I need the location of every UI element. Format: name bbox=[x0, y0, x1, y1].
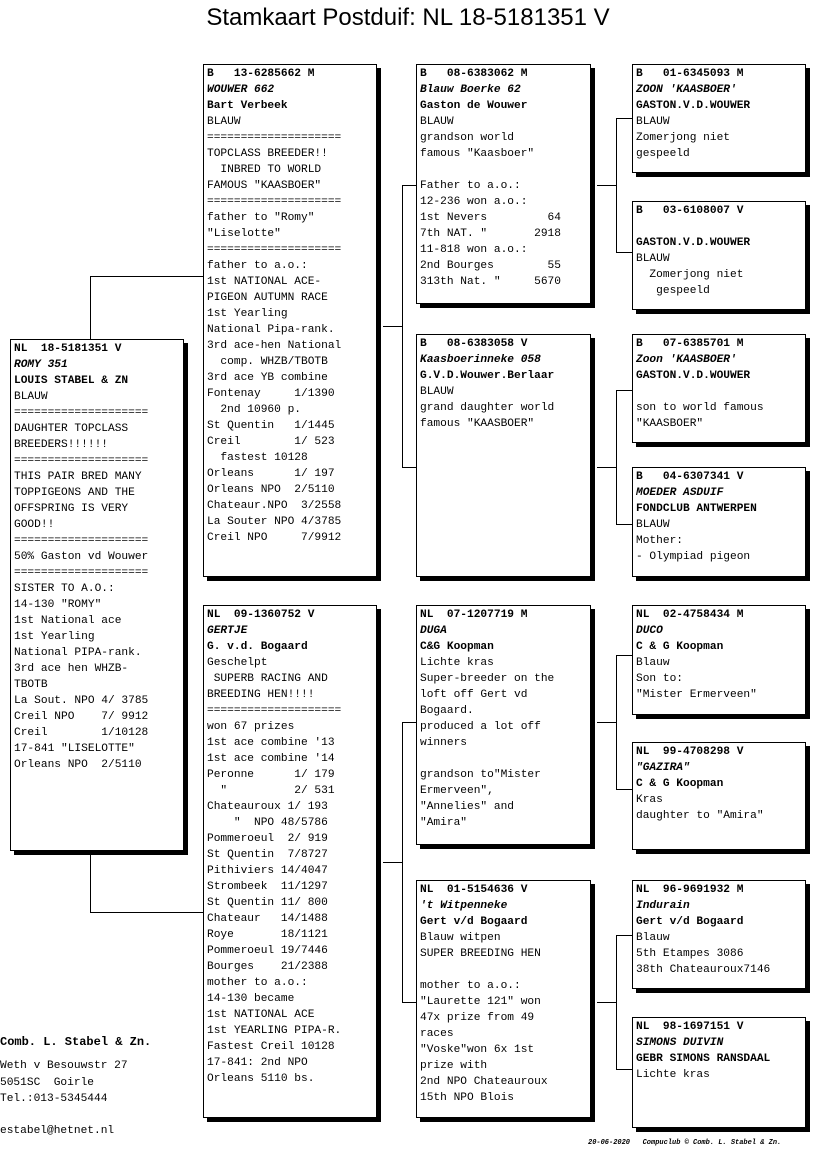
connector-line bbox=[90, 850, 91, 912]
card-line: Blauw bbox=[636, 932, 670, 944]
pigeon-name: SIMONS DUIVIN bbox=[636, 1037, 724, 1049]
card-line: fastest 10128 bbox=[207, 452, 308, 464]
connector-line bbox=[616, 390, 617, 525]
card-line: grandson world bbox=[420, 132, 514, 144]
card-line: Kras bbox=[636, 794, 663, 806]
card-line: 47x prize from 49 bbox=[420, 1012, 535, 1024]
card-line: 313th Nat. " 5670 bbox=[420, 276, 561, 288]
card-line: Creil NPO 7/ 9912 bbox=[14, 711, 149, 723]
card-line bbox=[420, 162, 587, 178]
pigeon-owner: G.V.D.Wouwer.Berlaar bbox=[420, 370, 555, 382]
card-line: 17-841: 2nd NPO bbox=[207, 1057, 308, 1069]
card-line: Super-breeder on the bbox=[420, 673, 555, 685]
connector-line bbox=[402, 1002, 417, 1003]
card-line: 1st ace combine '14 bbox=[207, 753, 335, 765]
card-line: National Pipa-rank. bbox=[207, 324, 335, 336]
breeder-name: Comb. L. Stabel & Zn. bbox=[0, 1035, 152, 1049]
connector-line bbox=[597, 1002, 617, 1003]
card-line: "KAASBOER" bbox=[636, 418, 704, 430]
card-line: La Souter NPO 4/3785 bbox=[207, 516, 342, 528]
card-line: loft off Gert vd bbox=[420, 689, 528, 701]
card-line: 2nd Bourges 55 bbox=[420, 260, 561, 272]
card-line: St Quentin 11/ 800 bbox=[207, 897, 328, 909]
pigeon-card-fm bbox=[416, 334, 591, 577]
connector-line bbox=[616, 935, 617, 1070]
card-line: "Laurette 121" won bbox=[420, 996, 541, 1008]
connector-line bbox=[597, 467, 617, 468]
card-line: SUPER BREEDING HEN bbox=[420, 948, 541, 960]
card-line: "Mister Ermerveen" bbox=[636, 689, 757, 701]
card-line: Lichte kras bbox=[636, 1069, 710, 1081]
pigeon-name: ROMY 351 bbox=[14, 359, 68, 371]
connector-line bbox=[90, 912, 204, 913]
connector-line bbox=[616, 655, 617, 790]
card-line: Strombeek 11/1297 bbox=[207, 881, 328, 893]
pigeon-card-mmf bbox=[632, 880, 806, 989]
connector-line bbox=[616, 1069, 632, 1070]
breeder-city: 5051SC Goirle bbox=[0, 1077, 94, 1089]
ring-number: B 01-6345093 M bbox=[636, 68, 744, 80]
card-line: "Voske"won 6x 1st bbox=[420, 1044, 535, 1056]
card-line: BLAUW bbox=[207, 116, 241, 128]
card-line: winners bbox=[420, 737, 467, 749]
card-line: 11-818 won a.o.: bbox=[420, 244, 528, 256]
card-line: 38th Chateauroux7146 bbox=[636, 964, 771, 976]
connector-line bbox=[616, 390, 632, 391]
card-line: Blauw bbox=[636, 657, 670, 669]
pigeon-card-subject bbox=[10, 339, 184, 851]
card-line: National PIPA-rank. bbox=[14, 647, 142, 659]
pigeon-card-mmm bbox=[632, 1017, 806, 1128]
pigeon-card-fmf bbox=[632, 334, 806, 443]
connector-line bbox=[616, 655, 632, 656]
card-line: "Annelies" and bbox=[420, 801, 514, 813]
card-line: Zomerjong niet bbox=[636, 269, 744, 281]
connector-line bbox=[402, 185, 417, 186]
connector-line bbox=[616, 524, 632, 525]
card-line: Bourges 21/2388 bbox=[207, 961, 328, 973]
connector-line bbox=[402, 722, 417, 723]
card-line: 5th Etampes 3086 bbox=[636, 948, 744, 960]
connector-line bbox=[402, 722, 403, 1003]
ring-number: B 08-6383058 V bbox=[420, 338, 528, 350]
card-line: 1st NATIONAL ACE- bbox=[207, 276, 322, 288]
card-line: Pommeroeul 19/7446 bbox=[207, 945, 328, 957]
card-line bbox=[636, 384, 802, 400]
card-line: mother to a.o.: bbox=[207, 977, 308, 989]
ring-number: B 13-6285662 M bbox=[207, 68, 315, 80]
ring-number: NL 98-1697151 V bbox=[636, 1021, 744, 1033]
ring-number: B 07-6385701 M bbox=[636, 338, 744, 350]
pigeon-card-father bbox=[203, 64, 377, 577]
card-line: INBRED TO WORLD bbox=[207, 164, 322, 176]
card-line: 15th NPO Blois bbox=[420, 1092, 514, 1104]
card-line: 3rd ace YB combine bbox=[207, 372, 328, 384]
card-line: DAUGHTER TOPCLASS bbox=[14, 423, 129, 435]
card-line: father to a.o.: bbox=[207, 260, 308, 272]
pigeon-card-fff bbox=[632, 64, 806, 173]
card-line: BLAUW bbox=[636, 519, 670, 531]
pigeon-name: GERTJE bbox=[207, 625, 248, 637]
card-line: prize with bbox=[420, 1060, 488, 1072]
card-line: ==================== bbox=[207, 196, 342, 208]
card-line: BREEDERS!!!!!! bbox=[14, 439, 108, 451]
card-line: ==================== bbox=[14, 407, 149, 419]
pigeon-name: Zoon 'KAASBOER' bbox=[636, 354, 737, 366]
card-line: daughter to "Amira" bbox=[636, 810, 764, 822]
card-line: ==================== bbox=[207, 244, 342, 256]
card-line: BLAUW bbox=[636, 116, 670, 128]
ring-number: B 03-6108007 V bbox=[636, 205, 744, 217]
connector-line bbox=[616, 118, 632, 119]
card-line: 17-841 "LISELOTTE" bbox=[14, 743, 135, 755]
card-line: Creil 1/ 523 bbox=[207, 436, 335, 448]
pigeon-name: ZOON 'KAASBOER' bbox=[636, 84, 737, 96]
card-line: won 67 prizes bbox=[207, 721, 295, 733]
card-line: 1st NATIONAL ACE bbox=[207, 1009, 315, 1021]
card-line: Chateaur 14/1488 bbox=[207, 913, 328, 925]
card-line: 1st Yearling bbox=[207, 308, 288, 320]
breeder-email: estabel@hetnet.nl bbox=[0, 1125, 115, 1137]
pigeon-name: DUGA bbox=[420, 625, 447, 637]
card-line bbox=[420, 962, 587, 978]
connector-line bbox=[597, 722, 617, 723]
ring-number: NL 02-4758434 M bbox=[636, 609, 744, 621]
pigeon-card-mff bbox=[632, 605, 806, 715]
card-line: famous "KAASBOER" bbox=[420, 418, 535, 430]
card-line: BLAUW bbox=[636, 253, 670, 265]
pigeon-owner: Gert v/d Bogaard bbox=[636, 916, 744, 928]
pigeon-card-ffm bbox=[632, 201, 806, 310]
card-line: comp. WHZB/TBOTB bbox=[207, 356, 328, 368]
card-line: Orleans NPO 2/5110 bbox=[14, 759, 142, 771]
pigeon-owner: LOUIS STABEL & ZN bbox=[14, 375, 129, 387]
card-line: 2nd NPO Chateauroux bbox=[420, 1076, 548, 1088]
card-line: Orleans 5110 bs. bbox=[207, 1073, 315, 1085]
connector-line bbox=[402, 467, 417, 468]
card-line: 12-236 won a.o.: bbox=[420, 196, 528, 208]
ring-number: NL 96-9691932 M bbox=[636, 884, 744, 896]
card-line: Ermerveen", bbox=[420, 785, 494, 797]
pigeon-name bbox=[636, 219, 802, 235]
card-line: BLAUW bbox=[14, 391, 48, 403]
pigeon-card-mf bbox=[416, 605, 591, 845]
connector-line bbox=[616, 252, 632, 253]
ring-number: NL 99-4708298 V bbox=[636, 746, 744, 758]
ring-number: NL 07-1207719 M bbox=[420, 609, 528, 621]
card-line: 3rd ace hen WHZB- bbox=[14, 663, 129, 675]
pigeon-card-mother bbox=[203, 605, 377, 1118]
connector-line bbox=[597, 185, 617, 186]
pigeon-name: DUCO bbox=[636, 625, 663, 637]
card-line bbox=[420, 751, 587, 767]
pigeon-owner: GASTON.V.D.WOUWER bbox=[636, 370, 751, 382]
card-line: THIS PAIR BRED MANY bbox=[14, 471, 142, 483]
pigeon-name: WOUWER 662 bbox=[207, 84, 275, 96]
pigeon-card-fmm bbox=[632, 467, 806, 577]
ring-number: B 04-6307341 V bbox=[636, 471, 744, 483]
card-line: grandson to"Mister bbox=[420, 769, 541, 781]
card-line: Creil NPO 7/9912 bbox=[207, 532, 342, 544]
breeder-phone: Tel.:013-5345444 bbox=[0, 1093, 108, 1105]
card-line: ==================== bbox=[14, 535, 149, 547]
card-line: BLAUW bbox=[420, 116, 454, 128]
card-line: " 2/ 531 bbox=[207, 785, 335, 797]
ring-number: NL 18-5181351 V bbox=[14, 343, 122, 355]
pigeon-name: MOEDER ASDUIF bbox=[636, 487, 724, 499]
pigeon-name: Blauw Boerke 62 bbox=[420, 84, 521, 96]
card-line: FAMOUS "KAASBOER" bbox=[207, 180, 322, 192]
pigeon-owner: GASTON.V.D.WOUWER bbox=[636, 237, 751, 249]
card-line: Chateauroux 1/ 193 bbox=[207, 801, 328, 813]
pigeon-name: Indurain bbox=[636, 900, 690, 912]
card-line: 1st National ace bbox=[14, 615, 122, 627]
connector-line bbox=[616, 789, 632, 790]
card-line: son to world famous bbox=[636, 402, 764, 414]
pigeon-owner: C & G Koopman bbox=[636, 778, 724, 790]
card-line: Fontenay 1/1390 bbox=[207, 388, 335, 400]
pigeon-card-mm bbox=[416, 880, 591, 1118]
card-line: Blauw witpen bbox=[420, 932, 501, 944]
card-line: GOOD!! bbox=[14, 519, 55, 531]
page-title: Stamkaart Postduif: NL 18-5181351 V bbox=[206, 4, 610, 31]
pigeon-name: 't Witpenneke bbox=[420, 900, 508, 912]
card-line: 14-130 "ROMY" bbox=[14, 599, 102, 611]
card-line: "Amira" bbox=[420, 817, 467, 829]
card-line: SISTER TO A.O.: bbox=[14, 583, 115, 595]
ring-number: NL 01-5154636 V bbox=[420, 884, 528, 896]
card-line: SUPERB RACING AND bbox=[207, 673, 328, 685]
card-line: Orleans NPO 2/5110 bbox=[207, 484, 335, 496]
card-line: ==================== bbox=[207, 132, 342, 144]
card-line: Chateaur.NPO 3/2558 bbox=[207, 500, 342, 512]
pigeon-owner: GEBR SIMONS RANSDAAL bbox=[636, 1053, 771, 1065]
card-line: La Sout. NPO 4/ 3785 bbox=[14, 695, 149, 707]
pigeon-owner: Gaston de Wouwer bbox=[420, 100, 528, 112]
connector-line bbox=[90, 276, 91, 340]
card-line: races bbox=[420, 1028, 454, 1040]
pigeon-owner: C & G Koopman bbox=[636, 641, 724, 653]
connector-line bbox=[90, 276, 204, 277]
pigeon-card-ff bbox=[416, 64, 591, 304]
card-line: Lichte kras bbox=[420, 657, 494, 669]
pigeon-card-mfm bbox=[632, 742, 806, 850]
ring-number: NL 09-1360752 V bbox=[207, 609, 315, 621]
print-footer: 20-06-2020 Compuclub © Comb. L. Stabel & Zn. bbox=[588, 1139, 782, 1147]
connector-line bbox=[402, 185, 403, 468]
card-line: Geschelpt bbox=[207, 657, 268, 669]
connector-line bbox=[383, 326, 403, 327]
card-line: BLAUW bbox=[420, 386, 454, 398]
card-line: TBOTB bbox=[14, 679, 48, 691]
card-line: Bogaard. bbox=[420, 705, 474, 717]
card-line: 1st Nevers 64 bbox=[420, 212, 561, 224]
card-line: PIGEON AUTUMN RACE bbox=[207, 292, 328, 304]
card-line: " NPO 48/5786 bbox=[207, 817, 328, 829]
card-line: "Liselotte" bbox=[207, 228, 281, 240]
connector-line bbox=[616, 935, 632, 936]
card-line: Orleans 1/ 197 bbox=[207, 468, 335, 480]
card-line: gespeeld bbox=[636, 148, 690, 160]
card-line: Mother: bbox=[636, 535, 683, 547]
card-line: 50% Gaston vd Wouwer bbox=[14, 551, 149, 563]
card-line: 1st YEARLING PIPA-R. bbox=[207, 1025, 342, 1037]
ring-number: B 08-6383062 M bbox=[420, 68, 528, 80]
card-line: Fastest Creil 10128 bbox=[207, 1041, 335, 1053]
card-line: St Quentin 1/1445 bbox=[207, 420, 335, 432]
pigeon-name: "GAZIRA" bbox=[636, 762, 690, 774]
card-line: Zomerjong niet bbox=[636, 132, 730, 144]
card-line: 1st ace combine '13 bbox=[207, 737, 335, 749]
card-line: grand daughter world bbox=[420, 402, 555, 414]
card-line: famous "Kaasboer" bbox=[420, 148, 535, 160]
breeder-street: Weth v Besouwstr 27 bbox=[0, 1060, 128, 1072]
card-line: mother to a.o.: bbox=[420, 980, 521, 992]
card-line: Creil 1/10128 bbox=[14, 727, 149, 739]
card-line: Roye 18/1121 bbox=[207, 929, 328, 941]
pigeon-owner: FONDCLUB ANTWERPEN bbox=[636, 503, 757, 515]
card-line: Father to a.o.: bbox=[420, 180, 521, 192]
card-line: BREEDING HEN!!!! bbox=[207, 689, 315, 701]
connector-line bbox=[616, 118, 617, 253]
card-line: father to "Romy" bbox=[207, 212, 315, 224]
card-line: - Olympiad pigeon bbox=[636, 551, 751, 563]
card-line: 3rd ace-hen National bbox=[207, 340, 342, 352]
pigeon-owner: C&G Koopman bbox=[420, 641, 494, 653]
card-line: ==================== bbox=[14, 567, 149, 579]
card-line: gespeeld bbox=[636, 285, 710, 297]
card-line: TOPPIGEONS AND THE bbox=[14, 487, 135, 499]
card-line: ==================== bbox=[207, 705, 342, 717]
connector-line bbox=[383, 862, 403, 863]
card-line: St Quentin 7/8727 bbox=[207, 849, 328, 861]
card-line: 7th NAT. " 2918 bbox=[420, 228, 561, 240]
pigeon-owner: Gert v/d Bogaard bbox=[420, 916, 528, 928]
card-line: Peronne 1/ 179 bbox=[207, 769, 335, 781]
card-line: 14-130 became bbox=[207, 993, 295, 1005]
pigeon-owner: Bart Verbeek bbox=[207, 100, 288, 112]
pigeon-owner: G. v.d. Bogaard bbox=[207, 641, 308, 653]
pigeon-owner: GASTON.V.D.WOUWER bbox=[636, 100, 751, 112]
pigeon-name: Kaasboerinneke 058 bbox=[420, 354, 541, 366]
card-line: Son to: bbox=[636, 673, 683, 685]
card-line: TOPCLASS BREEDER!! bbox=[207, 148, 328, 160]
card-line: produced a lot off bbox=[420, 721, 541, 733]
card-line: Pithiviers 14/4047 bbox=[207, 865, 328, 877]
card-line: 2nd 10960 p. bbox=[207, 404, 301, 416]
card-line: OFFSPRING IS VERY bbox=[14, 503, 129, 515]
card-line: ==================== bbox=[14, 455, 149, 467]
card-line: 1st Yearling bbox=[14, 631, 95, 643]
card-line: Pommeroeul 2/ 919 bbox=[207, 833, 328, 845]
